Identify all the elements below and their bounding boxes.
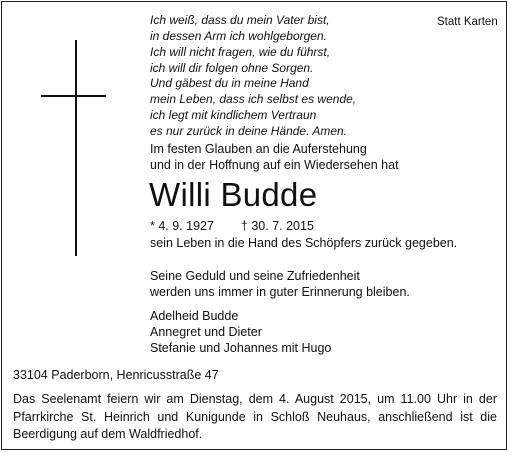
- life-phrase: sein Leben in die Hand des Schöpfers zurück gegeben.: [150, 236, 458, 250]
- funeral-notice: [13, 391, 497, 444]
- notice-line: Beerdigung auf dem Waldfriedhof.: [13, 427, 203, 441]
- address: 33104 Paderborn, Henricusstraße 47: [13, 368, 219, 382]
- deceased-name: Willi Budde: [149, 176, 318, 213]
- mourner: Annegret und Dieter: [150, 325, 262, 339]
- poem-line: Und gäbest du in meine Hand: [150, 76, 309, 90]
- intro-text: [150, 141, 399, 173]
- poem-line: Ich will nicht fragen, wie du führst,: [150, 45, 331, 59]
- poem-stanza-2: [150, 75, 356, 139]
- poem-line: ich will dir folgen ohne Sorgen.: [150, 61, 314, 75]
- remembrance-line: werden uns immer in guter Erinnerung bleiben.: [150, 285, 410, 299]
- statt-karten-label: Statt Karten: [437, 16, 498, 28]
- poem-line: mein Leben, dass ich selbst es wende,: [150, 92, 357, 106]
- notice-line: Das Seelenamt feiern wir am Dienstag, dem 4. August 2015, um 11.00 Uhr in der: [13, 392, 497, 406]
- life-dates: [150, 218, 314, 234]
- poem-line: ich legt mit kindlichem Vertraun: [150, 108, 317, 122]
- mourners-list: [150, 308, 331, 356]
- notice-line: Pfarrkirche St. Heinrich und Kunigunde in Schloß Neuhaus, anschließend ist die: [13, 409, 497, 424]
- cross-icon: [75, 40, 77, 256]
- remembrance-text: [150, 268, 410, 300]
- mourner: Adelheid Budde: [150, 309, 239, 323]
- intro-line: Im festen Glauben an die Auferstehung: [150, 142, 367, 156]
- poem-line: es nur zurück in deine Hände. Amen.: [150, 124, 347, 138]
- death-date: † 30. 7. 2015: [240, 219, 314, 233]
- birth-date: * 4. 9. 1927: [150, 219, 214, 233]
- intro-line: und in der Hoffnung auf ein Wiedersehen hat: [150, 158, 399, 172]
- cross-icon-bar: [41, 95, 106, 97]
- poem-line: Ich weiß, dass du mein Vater bist,: [150, 13, 330, 27]
- mourner: Stefanie und Johannes mit Hugo: [150, 341, 332, 355]
- poem-line: in dessen Arm ich wohlgeborgen.: [150, 29, 327, 43]
- poem-stanza-1: [150, 12, 330, 76]
- remembrance-line: Seine Geduld und seine Zufriedenheit: [150, 269, 360, 283]
